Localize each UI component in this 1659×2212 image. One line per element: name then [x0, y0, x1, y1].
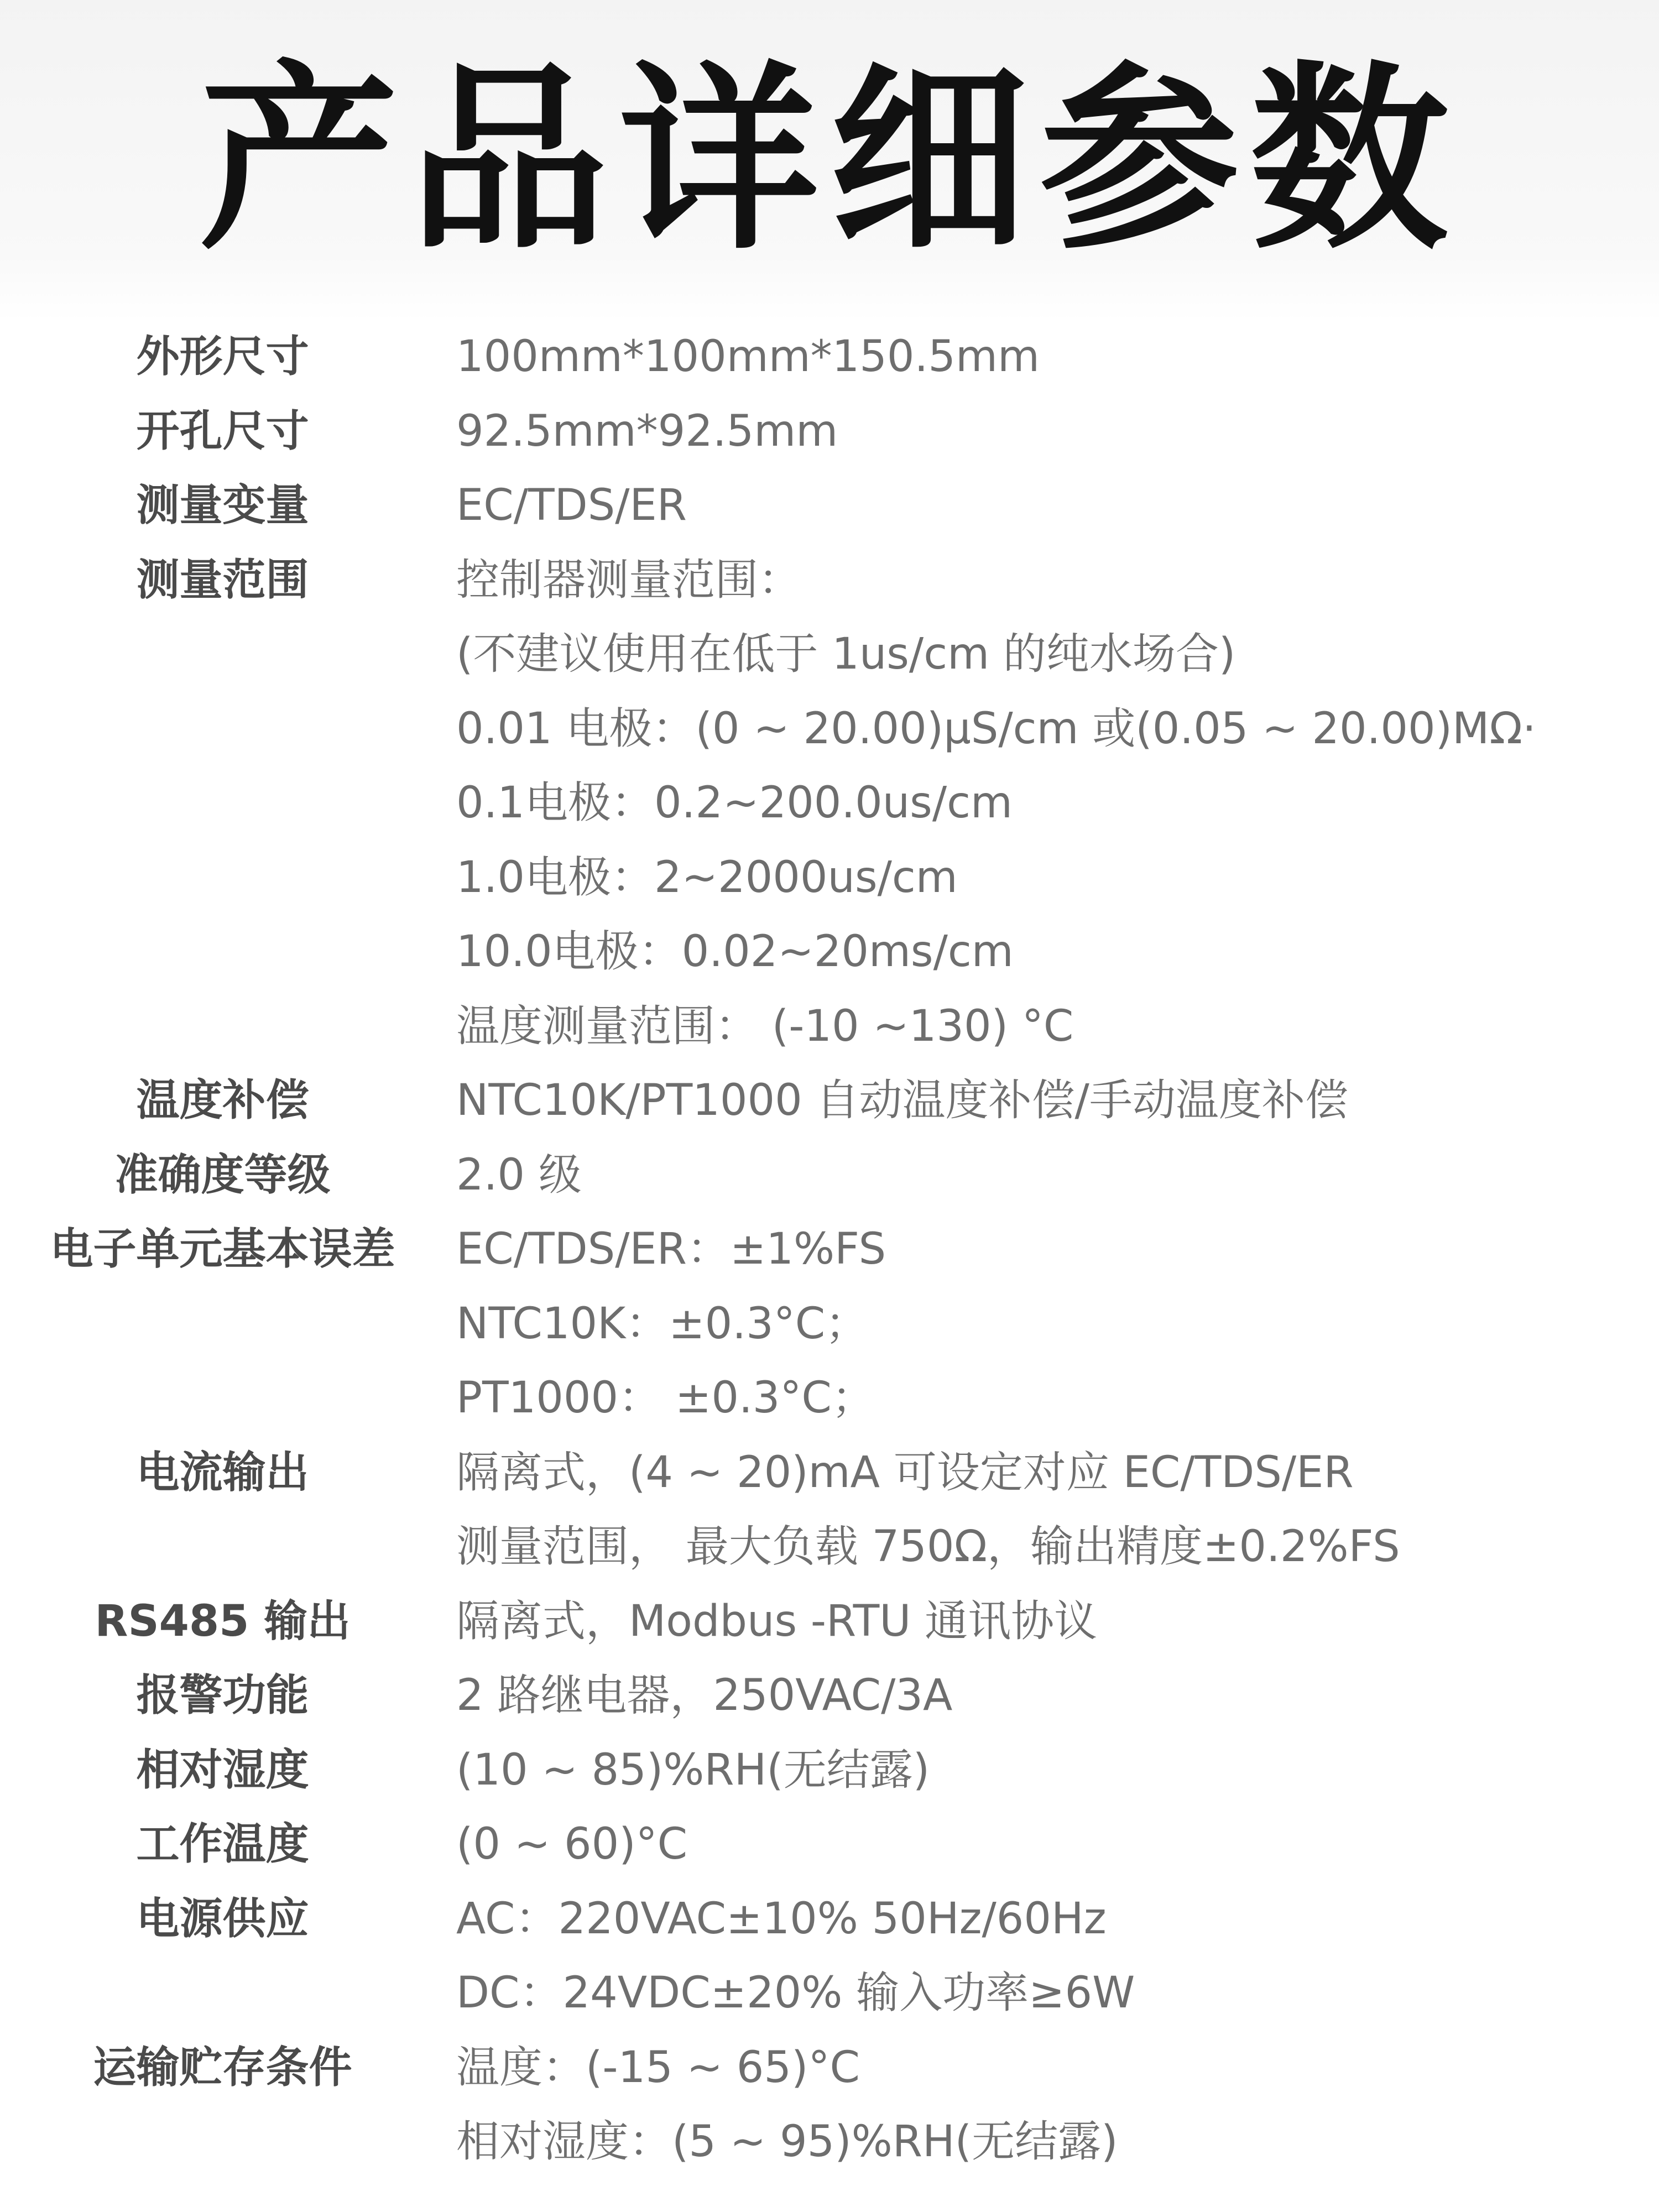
spec-label: RS485 输出: [95, 1596, 351, 1646]
spec-value: (0 ~ 60)°C: [456, 1819, 688, 1869]
spec-value: 温度：(-15 ~ 65)°C: [456, 2042, 860, 2093]
spec-label: 测量范围: [136, 555, 309, 605]
spec-value: 测量范围， 最大负载 750Ω，输出精度±0.2%FS: [456, 1522, 1400, 1572]
spec-value: 100mm*100mm*150.5mm: [456, 332, 1040, 382]
page-title: 产品详细参数: [199, 44, 1460, 276]
spec-value: (不建议使用在低于 1us/cm 的纯水场合): [456, 629, 1236, 679]
spec-value: NTC10K/PT1000 自动温度补偿/手动温度补偿: [456, 1076, 1348, 1125]
spec-value: AC：220VAC±10% 50Hz/60Hz: [456, 1893, 1107, 1944]
spec-value: 0.1电极：0.2~200.0us/cm: [456, 778, 1013, 828]
spec-value: 隔离式，(4 ~ 20)mA 可设定对应 EC/TDS/ER: [456, 1447, 1354, 1498]
spec-label: 准确度等级: [114, 1150, 331, 1200]
spec-value: 温度测量范围： (-10 ~130) °C: [456, 1001, 1074, 1051]
spec-value: PT1000： ±0.3°C；: [456, 1373, 875, 1423]
spec-value: 2 路继电器，250VAC/3A: [456, 1671, 953, 1720]
spec-value: EC/TDS/ER：±1%FS: [456, 1224, 886, 1274]
spec-label: 电流输出: [136, 1447, 309, 1498]
spec-value: 隔离式，Modbus -RTU 通讯协议: [456, 1596, 1098, 1646]
spec-label: 电源供应: [136, 1893, 309, 1944]
spec-value: (10 ~ 85)%RH(无结露): [456, 1745, 930, 1795]
spec-label: 外形尺寸: [136, 332, 309, 382]
spec-value: 10.0电极：0.02~20ms/cm: [456, 927, 1014, 977]
spec-value: 2.0 级: [456, 1150, 582, 1200]
spec-value: NTC10K：±0.3°C；: [456, 1298, 869, 1349]
spec-value: 92.5mm*92.5mm: [456, 406, 838, 456]
spec-value: 1.0电极：2~2000us/cm: [456, 852, 958, 902]
spec-value: DC：24VDC±20% 输入功率≥6W: [456, 1968, 1135, 2018]
spec-label: 相对湿度: [136, 1745, 309, 1795]
spec-value: 相对湿度：(5 ~ 95)%RH(无结露): [456, 2117, 1118, 2167]
spec-label: 运输贮存条件: [93, 2042, 352, 2093]
spec-value: EC/TDS/ER: [456, 481, 687, 530]
spec-value: 0.01 电极：(0 ~ 20.00)μS/cm 或(0.05 ~ 20.00)MΩ·: [456, 703, 1536, 754]
spec-label: 报警功能: [136, 1671, 309, 1720]
spec-label: 开孔尺寸: [136, 406, 309, 456]
spec-label: 温度补偿: [136, 1076, 309, 1125]
spec-label: 测量变量: [136, 481, 309, 530]
spec-label: 工作温度: [136, 1819, 309, 1869]
spec-label: 电子单元基本误差: [50, 1224, 395, 1274]
spec-value: 控制器测量范围：: [456, 555, 802, 605]
